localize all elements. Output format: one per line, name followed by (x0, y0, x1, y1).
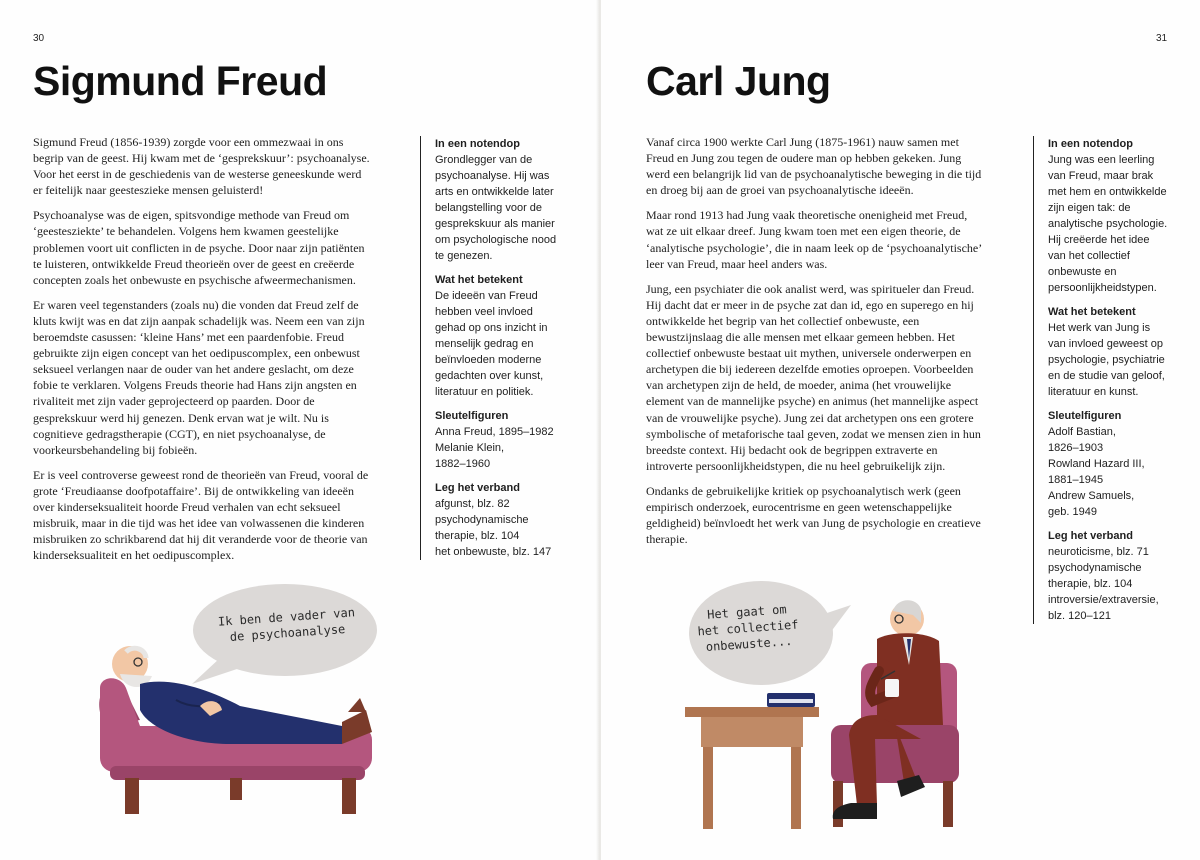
body-text-freud (33, 134, 371, 572)
sidebar-section (1048, 304, 1170, 400)
sidebar-text: afgunst, blz. 82 psychodynamische therapie, blz. 104 het onbewuste, blz. 147 (435, 498, 552, 558)
sidebar-section (435, 408, 565, 472)
sidebar-heading: Sleutelfiguren (1048, 410, 1122, 422)
sidebar-section (435, 272, 565, 400)
sidebar-text: Het werk van Jung is van invloed geweest op psychologie, psychiatrie en de studie van geloof, literatuur en kunst. (1048, 322, 1165, 398)
jung-figure (833, 600, 943, 819)
paragraph: Maar rond 1913 had Jung vaak theoretische onenigheid met Freud, wat ze uit elkaar dreef. Jung kwam toen met een eigen theorie, de ‘analytische psychologie’, die in naam leek op de ‘psychoanalytische’ leer van Freud, maar heel anders was. (646, 208, 982, 271)
sidebar-heading: In een notendop (435, 138, 520, 150)
sidebar-freud (420, 136, 565, 560)
body-text-jung (646, 134, 984, 556)
sidebar-section (1048, 136, 1170, 296)
sidebar-text: De ideeën van Freud hebben veel invloed gehad op ons inzicht in menselijk gedrag en beïnvloeden moderne gedachten over kunst, literatuur en politiek. (435, 290, 548, 398)
paragraph: Ondanks de gebruikelijke kritiek op psychoanalytisch werk (geen empirisch onderzoek, eurocentrisme en geen wetenschappelijke geldigheid) beïnvloedt het werk van Jung de psychologie en creatieve therapie. (646, 483, 981, 547)
paragraph: Er is veel controverse geweest rond de theorieën van Freud, vooral de grote ‘Freudiaanse doofpotaffaire’. Bij de ontwikkeling van ideeën over kinderseksualiteit hoorde Freud verhalen van echt seksueel misbruik, maar in die tijd was het idee van volwassenen die kinderen misbruiken zo schrikbarend dat hij dit veranderde voor de theorie van kinderseksualiteit en het oedipuscomplex. (33, 467, 369, 563)
sidebar-heading: Sleutelfiguren (435, 410, 509, 422)
sidebar-section (1048, 408, 1170, 520)
paragraph: Er waren veel tegenstanders (zoals nu) die vonden dat Freud zelf de kluts kwijt was en dat zijn aanpak schadelijk was. Neem een van zijn beroemdste casussen: ‘kleine Hans’ met een paardenfobie. Freud gebruikte zijn eigen concept van het oedipuscomplex, een onbewust seksueel verlangen naar de ouder van het andere geslacht, om deze fobie te verklaren. Volgens Freuds theorie had Hans zijn angsten en rivaliteit met zijn vader geprojecteerd op paarden. Door de gesprekskuur werd hij genezen. Denk ervan wat je wilt. Nu is cognitieve gedragstherapie (CGT), en niet psychoanalyse, de voorkeursbehandeling bij fobieën. (33, 297, 365, 457)
page-left (0, 0, 599, 860)
sidebar-text: Jung was een leerling van Freud, maar brak met hem en ontwikkelde zijn eigen tak: de analytische psychologie. Hij creëerde het idee van het collectief onbewuste en persoonlijkheidstypen. (1048, 154, 1168, 294)
paragraph: Jung, een psychiater die ook analist werd, was spiritueler dan Freud. Hij dacht dat er meer in de psyche zat dan id, ego en superego en hij ontwikkelde het begrip van het collectief onbewuste, een bewustzijnslaag die alle mensen met elkaar gemeen hebben. Het collectief onbewuste bestaat uit mythen, universele onderwerpen en archetypen die bij iedereen dezelfde emoties oproepen. Voorbeelden van archetypen zijn de held, de moeder, anima (het vrouwelijke element van de mannelijke psyche) en animus (het mannelijke aspect van de vrouwelijke psyche). Jung zei dat archetypen ons een grotere symbolische of metaforische taal geven, zodat we mensen zien in hun breedste context. Hij bedacht ook de begrippen extraverte en introverte persoonlijkheidstypen, die nu heel gebruikelijk zijn. (646, 281, 981, 473)
sidebar-text: Anna Freud, 1895–1982 Melanie Klein, 1882–1960 (435, 426, 554, 470)
sidebar-heading: Wat het betekent (1048, 306, 1136, 318)
sidebar-heading: Wat het betekent (435, 274, 523, 286)
sidebar-heading: Leg het verband (1048, 530, 1133, 542)
sidebar-text: neuroticisme, blz. 71 psychodynamische therapie, blz. 104 introversie/extraversie, blz. 120–121 (1048, 546, 1159, 622)
page-number-right: 31 (1156, 33, 1168, 44)
paragraph: Sigmund Freud (1856-1939) zorgde voor een ommezwaai in ons begrip van de geest. Hij kwam met de ‘gesprekskuur’: psychoanalyse. Voor het eerst in de geschiedenis van de westerse geneeskunde werd er feitelijk naar geesteszieke mensen geluisterd! (33, 135, 370, 198)
paragraph: Psychoanalyse was de eigen, spitsvondige methode van Freud om ‘geestesziekte’ te behandelen. Volgens hem kwamen geestelijke problemen voort uit conflicten in de psyche. Door naar zijn patiënten te luisteren, ontwikkelde Freud theorieën over de geest en creëerde concepten zoals het onbewuste en psychische afweermechanismen. (33, 208, 365, 287)
book-icon (767, 693, 815, 707)
sidebar-jung (1033, 136, 1170, 624)
sidebar-text: Grondlegger van de psychoanalyse. Hij was arts en ontwikkelde later belangstelling voor de gesprekskuur als manier om psychologische nood te genezen. (435, 154, 557, 262)
page-title-freud: Sigmund Freud (33, 58, 328, 104)
speech-bubble-text-freud: Ik ben de vader van de psychoanalyse (217, 605, 356, 644)
sidebar-section (435, 136, 565, 264)
sidebar-text: Adolf Bastian, 1826–1903 Rowland Hazard III, 1881–1945 Andrew Samuels, geb. 1949 (1048, 426, 1145, 518)
page-right (601, 0, 1200, 860)
side-table (685, 707, 819, 829)
sidebar-section (435, 480, 565, 560)
paragraph: Vanaf circa 1900 werkte Carl Jung (1875-1961) nauw samen met Freud en Jung zou tegen de oudere man op hebben gekeken. Jung werd een belangrijk lid van de psychoanalytische beweging in die tijd en droeg bij aan de groei van psychoanalytische ideeën. (646, 135, 982, 198)
sidebar-section (1048, 528, 1170, 624)
sidebar-heading: Leg het verband (435, 482, 520, 494)
speech-bubble-text-jung: Het gaat om het collectief onbewuste... (697, 602, 799, 654)
page-number-left: 30 (33, 33, 45, 44)
page-title-jung: Carl Jung (646, 58, 831, 104)
sidebar-heading: In een notendop (1048, 138, 1133, 150)
